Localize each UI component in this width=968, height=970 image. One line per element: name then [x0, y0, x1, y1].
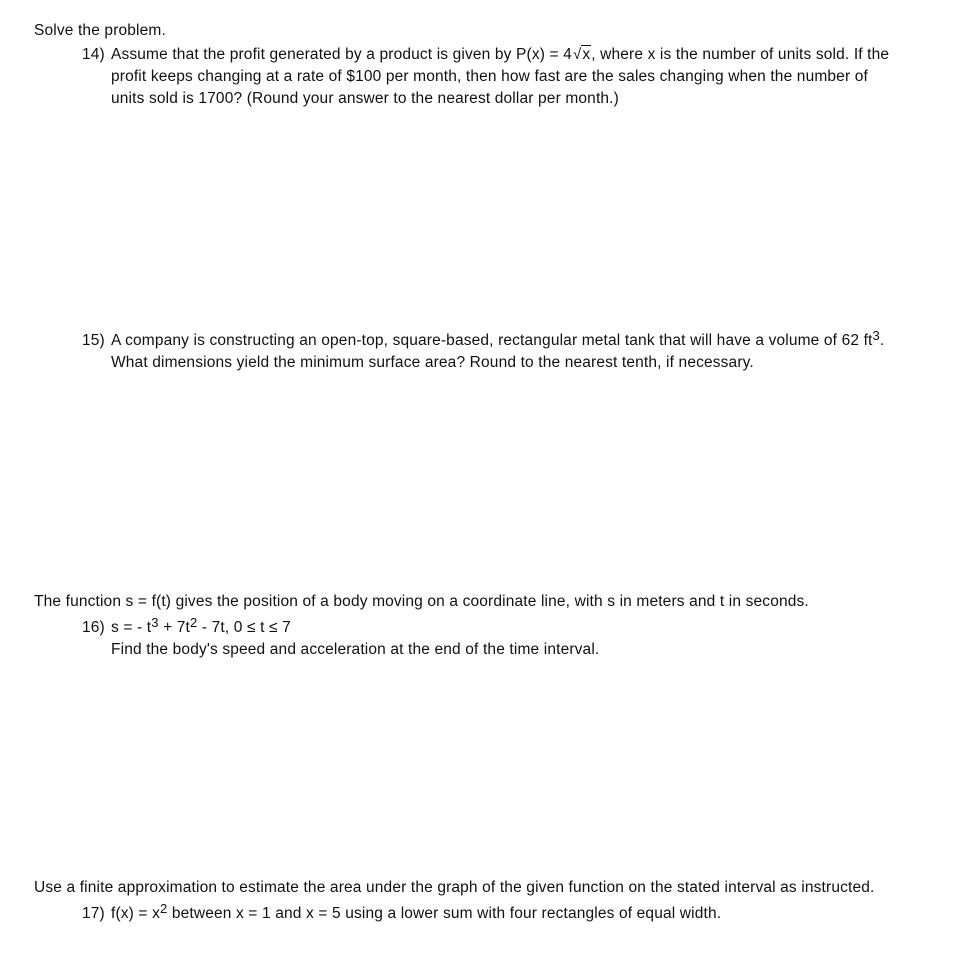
problem-17-eq-a: f(x) = x [111, 905, 160, 922]
problem-17 [82, 903, 942, 925]
exponent: 3 [151, 615, 159, 630]
problem-14 [82, 44, 942, 110]
problem-number: 14) [82, 46, 105, 63]
problem-14-line-3 [82, 88, 942, 110]
problem-16-line-2 [82, 639, 942, 661]
problem-14-line-2 [82, 66, 942, 88]
problem-16-eq-b: + 7t [158, 619, 190, 636]
problem-number: 17) [82, 905, 105, 922]
problem-16-eq-c: - 7t, 0 ≤ t ≤ 7 [197, 619, 291, 636]
problem-14-text-a: Assume that the profit generated by a product is given by P(x) = 4 [111, 46, 572, 63]
square-root-radicand: x [582, 46, 591, 63]
problem-15-line-1 [82, 330, 942, 352]
problem-14-text-b: , where x is the number of units sold. If the [591, 46, 890, 63]
problem-14-text-line-2: profit keeps changing at a rate of $100 per month, then how fast are the sales changing when the number of [111, 68, 868, 85]
problem-17-line-1 [82, 903, 942, 925]
problem-16-eq-a: s = - t [111, 619, 152, 636]
exponent: 2 [160, 901, 168, 916]
problem-15-line-2 [82, 352, 942, 374]
problem-15-text-b: . [879, 332, 885, 349]
problem-16 [82, 617, 942, 661]
problem-17-eq-b: between x = 1 and x = 5 using a lower sum with four rectangles of equal width. [167, 905, 722, 922]
problem-14-line-1 [82, 44, 942, 66]
exponent: 3 [872, 328, 880, 343]
problem-16-line-1 [82, 617, 942, 639]
square-root-symbol: √x [572, 46, 591, 63]
problem-15 [82, 330, 942, 374]
problem-14-text-line-3: units sold is 1700? (Round your answer to the nearest dollar per month.) [111, 90, 619, 107]
problem-number: 16) [82, 619, 105, 636]
problem-16-text-line-2: Find the body's speed and acceleration at the end of the time interval. [111, 641, 600, 658]
section-heading-area: Use a finite approximation to estimate the area under the graph of the given function on the stated interval as instructed. [34, 879, 875, 896]
exponent: 2 [189, 615, 198, 630]
section-heading-solve: Solve the problem. [34, 22, 166, 39]
problem-number: 15) [82, 332, 105, 349]
problem-15-text-a: A company is constructing an open-top, square-based, rectangular metal tank that will have a volume of 62 ft [111, 332, 873, 349]
section-heading-motion: The function s = f(t) gives the position of a body moving on a coordinate line, with s in meters and t in seconds. [34, 593, 809, 610]
problem-15-text-line-2: What dimensions yield the minimum surface area? Round to the nearest tenth, if necessary. [111, 354, 754, 371]
